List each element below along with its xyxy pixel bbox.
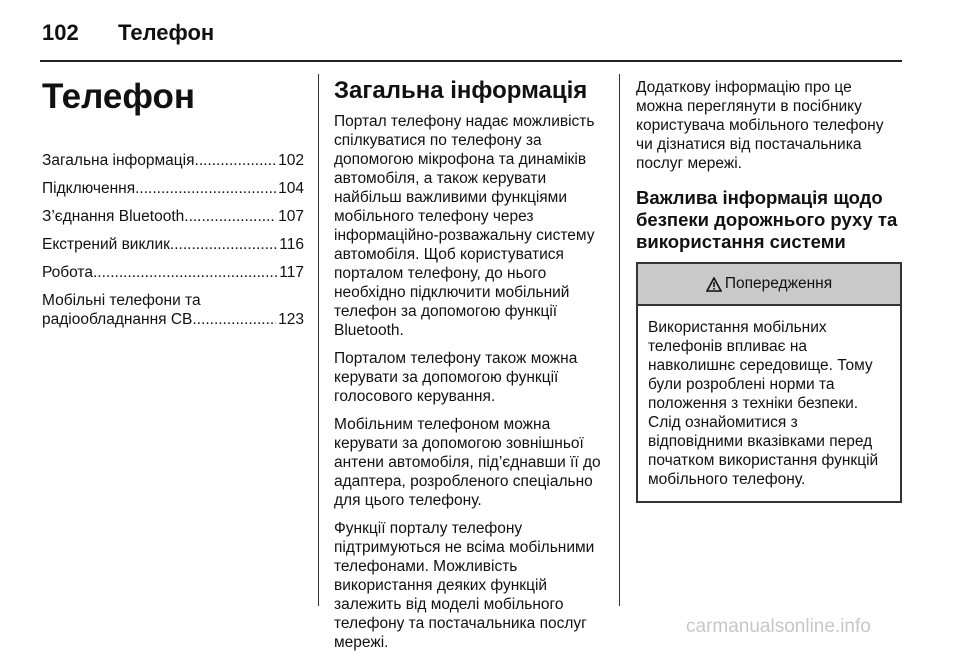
toc-entry-title: З’єднання Bluetooth bbox=[42, 207, 185, 225]
toc-leader-dots bbox=[170, 235, 277, 254]
warning-box bbox=[636, 262, 902, 503]
warning-text: Використання мобільних телефонів впливає на навколишнє середовище. Тому були розроблені норми та положення з техніки безпеки. Слід ознайомитися з відповідними вказівками перед початком використання функцій мобільного телефону. bbox=[648, 319, 879, 488]
toc-leader-dots bbox=[184, 207, 276, 226]
paragraph: Порталом телефону також можна керувати за допомогою функції голосового керування. bbox=[334, 350, 578, 406]
column-toc bbox=[42, 78, 304, 338]
subsection-title: Важлива інформація щодо безпеки дорожнього руху та використання системи bbox=[636, 187, 898, 252]
toc-entry[interactable] bbox=[42, 179, 304, 198]
toc-leader-dots bbox=[192, 310, 276, 329]
toc-entry-title: Екстрений виклик bbox=[42, 235, 170, 253]
toc-entry-title: Робота bbox=[42, 263, 93, 281]
toc-page-number: 123 bbox=[278, 310, 304, 328]
toc-page-number: 102 bbox=[278, 151, 304, 169]
toc-entry-title: радіообладнання CB bbox=[42, 310, 193, 328]
toc-entry[interactable] bbox=[42, 151, 304, 170]
table-of-contents bbox=[42, 151, 304, 329]
toc-leader-dots bbox=[93, 263, 277, 282]
paragraph: Функції порталу телефону підтримуються не всіма мобільними телефонами. Можливість використання деяких функцій залежить від моделі мобільного телефону та постачальника послуг мережі. bbox=[334, 520, 595, 652]
section-title: Загальна інформація bbox=[334, 77, 588, 104]
toc-page-number: 116 bbox=[279, 235, 304, 253]
toc-page-number: 117 bbox=[279, 263, 304, 281]
column-divider bbox=[619, 74, 620, 606]
watermark: carmanualsonline.info bbox=[686, 616, 871, 637]
toc-entry[interactable] bbox=[42, 235, 304, 254]
chapter-title: Телефон bbox=[42, 77, 196, 116]
toc-entry[interactable] bbox=[42, 207, 304, 226]
paragraph: Мобільним телефоном можна керувати за допомогою зовнішньої антени автомобіля, під’єднавши її до адаптера, розробленого спеціально для цього телефону. bbox=[334, 416, 601, 510]
warning-triangle-icon bbox=[706, 277, 722, 292]
toc-entry-title: Мобільні телефони та bbox=[42, 291, 201, 309]
column-divider bbox=[318, 74, 319, 606]
page-number: 102 bbox=[42, 20, 79, 45]
toc-page-number: 104 bbox=[278, 179, 304, 197]
column-safety bbox=[636, 78, 902, 503]
toc-leader-dots bbox=[195, 151, 277, 170]
paragraph: Додаткову інформацію про це можна переглянути в посібнику користувача мобільного телефону чи дізнатися від постачальника послуг мережі. bbox=[636, 79, 884, 172]
toc-entry[interactable] bbox=[42, 263, 304, 282]
toc-entry-title: Підключення bbox=[42, 179, 136, 197]
warning-label: Попередження bbox=[724, 275, 833, 292]
running-header-title: Телефон bbox=[118, 20, 215, 45]
toc-entry[interactable] bbox=[42, 291, 304, 329]
paragraph: Портал телефону надає можливість спілкуватися по телефону за допомогою мікрофона та динаміків автомобіля, а також керувати найбільш важливими функціями мобільного телефону через інформаційно-розважальну систему автомобіля. Щоб користуватися порталом телефону, до нього необхідно підключити мобільний телефон за допомогою функції Bluetooth. bbox=[334, 113, 595, 340]
toc-leader-dots bbox=[135, 179, 276, 198]
column-general-info bbox=[334, 78, 602, 661]
header-divider bbox=[40, 60, 902, 62]
toc-entry-title: Загальна інформація bbox=[42, 151, 195, 169]
toc-page-number: 107 bbox=[278, 207, 304, 225]
warning-header bbox=[638, 264, 900, 306]
